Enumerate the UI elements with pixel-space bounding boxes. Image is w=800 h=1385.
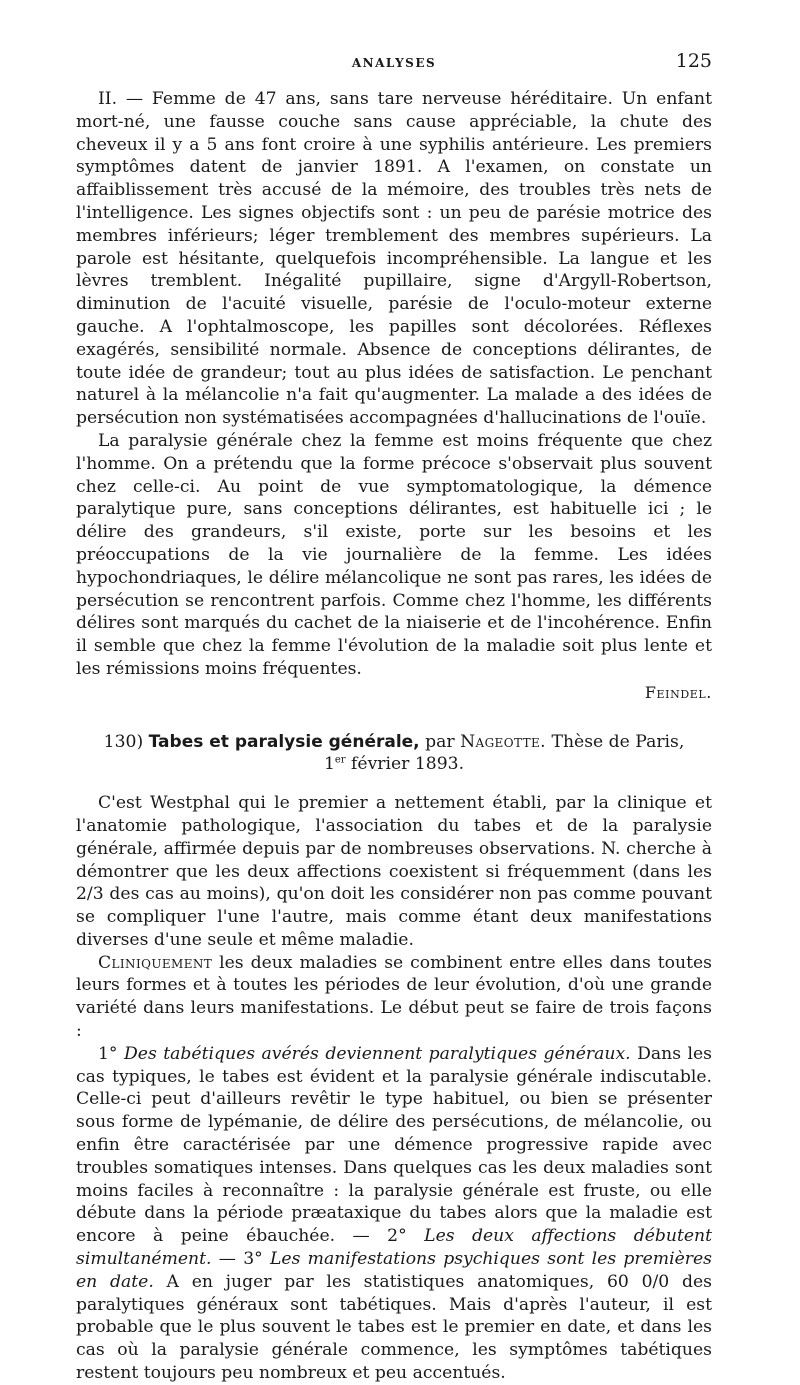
entry-by: par [425,731,455,752]
entry-number: 130) [103,731,144,752]
mode-3-number: 3° [243,1249,271,1270]
mode-2-number: 2° [387,1226,425,1247]
entry-title: Tabes et paralysie générale, [148,731,420,752]
entry-date-rest: février 1893. [351,754,465,775]
onset-modes-paragraph [76,1043,712,1385]
page-header [76,52,712,80]
paralysis-in-women-paragraph: La paralysie générale chez la femme est moins fréquente que chez l'homme. On a prétendu que la forme précoce s'observait plus souvent chez celle-ci. Au point de vue symptomatologique, la démence paralytique pure, sans conceptions délirantes, est habituelle ici ; le délire des grandeurs, s'il existe, porte sur les besoins et les préoccupations de la vie journalière de la femme. Les idées hypochondriaques, le délire mélancolique ne sont pas rares, les idées de persécution se rencontrent parfois. Comme chez l'homme, les différents délires sont marqués du cachet de la niaiserie et de l'incohérence. Enfin il semble que chez la femme l'évolution de la maladie soit plus lente et les rémissions moins fréquentes. [76,430,712,679]
entry-thesis: Thèse de Paris, [551,731,685,752]
clinical-lead: Cliniquement [98,952,213,973]
mode-3-text: A en juger par les statistiques anatomiques, 60 0/0 des paralytiques généraux sont tabétiques. Mais d'après l'auteur, il est probable que le plus souvent le tabes est le premier en date, et dans les cas où la paralysie générale commence, les symptômes tabétiques restent toujours peu nombreux et peu accentués. [76,1271,712,1384]
author-signature: Feindel. [644,682,712,702]
entry-heading [76,731,712,777]
mode-1-text: Dans les cas typiques, le tabes est évident et la paralysie générale indiscutable. Celle-ci peut d'ailleurs revêtir le type habituel, ou bien se présenter sous forme de lypémanie, de délire des persécutions, de mélancolie, ou enfin être caractérisée par une démence progressive rapide avec troubles somatiques intenses. Dans quelques cas les deux maladies sont moins faciles à reconnaître : la paralysie générale est fruste, ou elle débute dans la période præataxique du tabes alors que la maladie est encore à peine ébauchée. — [76,1043,712,1247]
westphal-paragraph: C'est Westphal qui le premier a nettement établi, par la clinique et l'anatomie pathologique, l'association du tabes et de la paralysie générale, affirmée depuis par de nombreuses observations. N. cherche à démontrer que les deux affections coexistent si fréquemment (dans les 2/3 des cas au moins), qu'on doit les considérer non pas comme pouvant se compliquer l'une l'autre, mais comme étant deux manifestations diverses d'une seule et même maladie. [76,793,712,950]
entry-date-sup: er [334,754,346,766]
mode-2-heading: Les deux affections débutent simultanément. [76,1226,712,1270]
case-ii-paragraph: II. — Femme de 47 ans, sans tare nerveuse héréditaire. Un enfant mort-né, une fausse couche sans cause appréciable, la chute des cheveux il y a 5 ans font croire à une syphilis antérieure. Les premiers symptômes datent de janvier 1891. A l'examen, on constate un affaiblissement très accusé de la mémoire, des troubles très nets de l'intelligence. Les signes objectifs sont : un peu de parésie motrice des membres inférieurs; léger tremblement des membres supérieurs. La parole est hésitante, quelquefois incompréhensible. La langue et les lèvres tremblent. Inégalité pupillaire, signe d'Argyll-Robertson, diminution de l'acuité visuelle, parésie de l'oculo-moteur externe gauche. A l'ophtalmoscope, les papilles sont décolorées. Réflexes exagérés, sensibilité normale. Absence de conceptions délirantes, de toute idée de grandeur; tout au plus idées de satisfaction. Le penchant naturel à la mélancolie n'a fait qu'augmenter. La malade a des idées de persécution non systématisées accompagnées d'hallucinations de l'ouïe. [76,89,712,429]
entry-date-day: 1 [323,754,335,775]
entry-author: Nageotte. [460,731,547,752]
mode-2-text: — [211,1249,244,1270]
mode-1-number: 1° [98,1043,125,1064]
clinical-paragraph [76,952,712,1043]
clinical-text: les deux maladies se combinent entre elles dans toutes leurs formes et à toutes les périodes de leur évolution, d'où une grande variété dans leurs manifestations. Le début peut se faire de trois façons : [76,952,712,1042]
mode-3-heading: Les manifestations psychiques sont les premières en date. [76,1249,712,1292]
page-number: 125 [675,50,712,72]
article-body [76,88,712,1385]
running-title: ANALYSES [351,56,437,70]
mode-1-heading: Des tabétiques avérés deviennent paralytiques généraux. [124,1043,631,1064]
